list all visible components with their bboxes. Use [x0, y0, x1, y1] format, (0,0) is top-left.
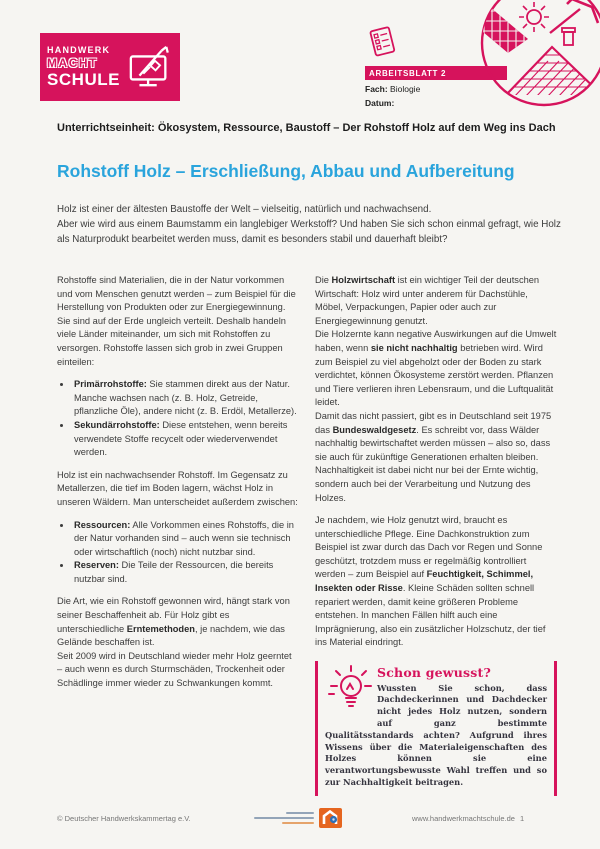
- page-title: Rohstoff Holz – Erschließung, Abbau und Aufbereitung: [57, 161, 515, 181]
- list-item: [72, 419, 299, 460]
- list-item: [72, 559, 299, 586]
- paragraph: Je nachdem, wie Holz genutzt wird, braucht es unterschiedliche Pflege. Eine Dachkonstruktion zum Beispiel ist zwar durch das Dach vor Regen und Sonne geschützt, trotzdem muss er regelmäßig kontrolliert werden – zum Beispiel auf Feuchtigkeit, Schimmel, Insekten oder Risse. Kleine Schäden sollten schnell repariert werden, damit keine größeren Probleme entstehen. In manchen Fällen hilft auch eine Imprägnierung, also ein zusätzlicher Holzschutz, der tief ins Material eindringt.: [315, 515, 546, 648]
- rohstoffe-list: [57, 378, 299, 460]
- paragraph: Die Holzernte kann negative Auswirkungen auf die Umwelt haben, wenn sie nicht nachhaltig betrieben wird. Wird zum Beispiel zu viel abgeholzt oder der Boden zu stark verdichtet, können Ökosysteme zerstört werden. Pflanzen und Tiere verlieren ihren Lebensraum, und die Luftqualität leidet.: [315, 329, 557, 408]
- copyright-text: © Deutscher Handwerkskammertag e.V.: [57, 814, 191, 823]
- website-text: www.handwerkmachtschule.de: [412, 814, 515, 823]
- subject-label: Fach:: [365, 84, 388, 94]
- list-term: Ressourcen:: [74, 519, 131, 530]
- brand-logo-line1: HANDWERK: [47, 45, 111, 55]
- did-you-know-title: Schon gewusst?: [377, 665, 492, 681]
- handwerk-emblem-icon: [319, 808, 342, 828]
- intro-rest: Aber wie wird aus einem Baumstamm ein langlebiger Werkstoff? Und haben Sie sich schon einmal gefragt, wie Holz als Naturprodukt bearbeitet werden muss, damit es besonders stabil und dauerhaft bleibt?: [57, 219, 561, 245]
- screen-pencil-brush-icon: [127, 43, 173, 91]
- left-column: [57, 274, 299, 796]
- checklist-icon: [365, 24, 399, 60]
- list-text: Die Teile der Ressourcen, die bereits nutzbar sind.: [74, 560, 274, 584]
- date-label: Datum:: [365, 98, 395, 108]
- lightbulb-icon-wrap: [325, 664, 377, 718]
- right-column: [315, 274, 557, 796]
- paragraph: Seit 2009 wird in Deutschland wieder mehr Holz geerntet – auch wenn es durch Sturmschäden, Trockenheit oder Schädlinge immer wieder zu Schwankungen kommt.: [57, 650, 292, 689]
- paragraph: Holz ist ein nachwachsender Rohstoff. Im Gegensatz zu Metallerzen, die tief im Boden lagern, wächst Holz in unseren Wäldern. Man unterscheidet außerdem zwischen:: [57, 469, 298, 507]
- paragraph: Die Holzwirtschaft ist ein wichtiger Teil der deutschen Wirtschaft: Holz wird unter anderem für Dachstühle, Möbel, Verpackungen, Papier oder auch zur Energiegewinnung genutzt.: [315, 275, 540, 326]
- worksheet-label-bar: ARBEITSBLATT 2: [365, 66, 507, 80]
- partner-logo-smalltext: [254, 812, 314, 825]
- did-you-know-text: Wussten Sie schon, dass Dachdeckerinnen und Dachdecker nicht jedes Holz nutzen, sondern auf ganz bestimmte Qualitätsstandards achten? Aufgrund ihres Wissens über die Materialeigenschaften des Holzes können sie eine verantwortungsbewusste Wahl treffen und so zur Nachhaltigkeit beitragen.: [325, 682, 547, 787]
- did-you-know-box: [315, 661, 557, 796]
- lightbulb-icon: [325, 664, 373, 716]
- list-text: Diese entstehen, wenn bereits verwendete Stoffe recycelt oder wiederverwendet werden.: [74, 419, 288, 458]
- roof-sun-solar-hammer-illustration: [476, 0, 600, 115]
- page-footer: [0, 804, 600, 840]
- intro-line1: Holz ist einer der ältesten Baustoffe der Welt – vielseitig, natürlich und nachwachsend.: [57, 204, 432, 215]
- list-term: Reserven:: [74, 560, 119, 571]
- brand-logo-line2: MACHT: [47, 56, 98, 70]
- unit-kicker: Unterrichtseinheit: Ökosystem, Ressource, Baustoff – Der Rohstoff Holz auf dem Weg ins Dach: [57, 122, 556, 134]
- ressourcen-list: [57, 519, 299, 587]
- list-item: [72, 519, 299, 560]
- brand-logo-line3: SCHULE: [47, 70, 120, 89]
- list-item: [72, 378, 299, 419]
- list-term: Sekundärrohstoffe:: [74, 419, 160, 430]
- page-number: 1: [520, 814, 525, 823]
- paragraph: Die Art, wie ein Rohstoff gewonnen wird, hängt stark von seiner Beschaffenheit ab. Für Holz gibt es unterschiedliche Erntemethoden, je nachdem, wie das Gelände beschaffen ist.: [57, 596, 290, 648]
- intro-text: [57, 202, 563, 247]
- list-term: Primärrohstoffe:: [74, 379, 147, 390]
- paragraph: Damit das nicht passiert, gibt es in Deutschland seit 1975 das Bundeswaldgesetz. Es schreibt vor, dass Wälder nachhaltig bewirtschaftet werden müssen – also so, dass sie auch für zukünftige Generationen erhalten bleiben. Nachhaltigkeit ist dabei nicht nur bei der Ernte wichtig, sondern auch bei der Verarbeitung und Nutzung des Holzes.: [315, 410, 552, 503]
- brand-logo-text: [47, 46, 120, 88]
- subject-value: Biologie: [390, 84, 421, 94]
- list-text: Alle Vorkommen eines Rohstoffs, die in der Natur vorhanden sind – auch wenn sie technisch oder wirtschaftlich (noch) nicht nutzbar sind.: [74, 519, 294, 557]
- brand-logo: [40, 33, 180, 101]
- list-text: Sie stammen direkt aus der Natur. Manche wachsen nach (z. B. Holz, Getreide, pflanzliche Öle), andere nicht (z. B. Erdöl, Metallerze).: [74, 379, 297, 417]
- paragraph: Rohstoffe sind Materialien, die in der Natur vorkommen und vom Menschen genutzt werden – zum Beispiel für die Herstellung von Produkten oder zur Energiegewinnung. Sie sind auf der Erde ungleich verteilt. Deshalb handeln viele Länder miteinander, um sich mit Rohstoffen zu versorgen. Rohstoffe lassen sich grob in zwei Gruppen einteilen:: [57, 275, 296, 367]
- body-columns: [57, 274, 557, 796]
- partner-logo: [254, 808, 342, 828]
